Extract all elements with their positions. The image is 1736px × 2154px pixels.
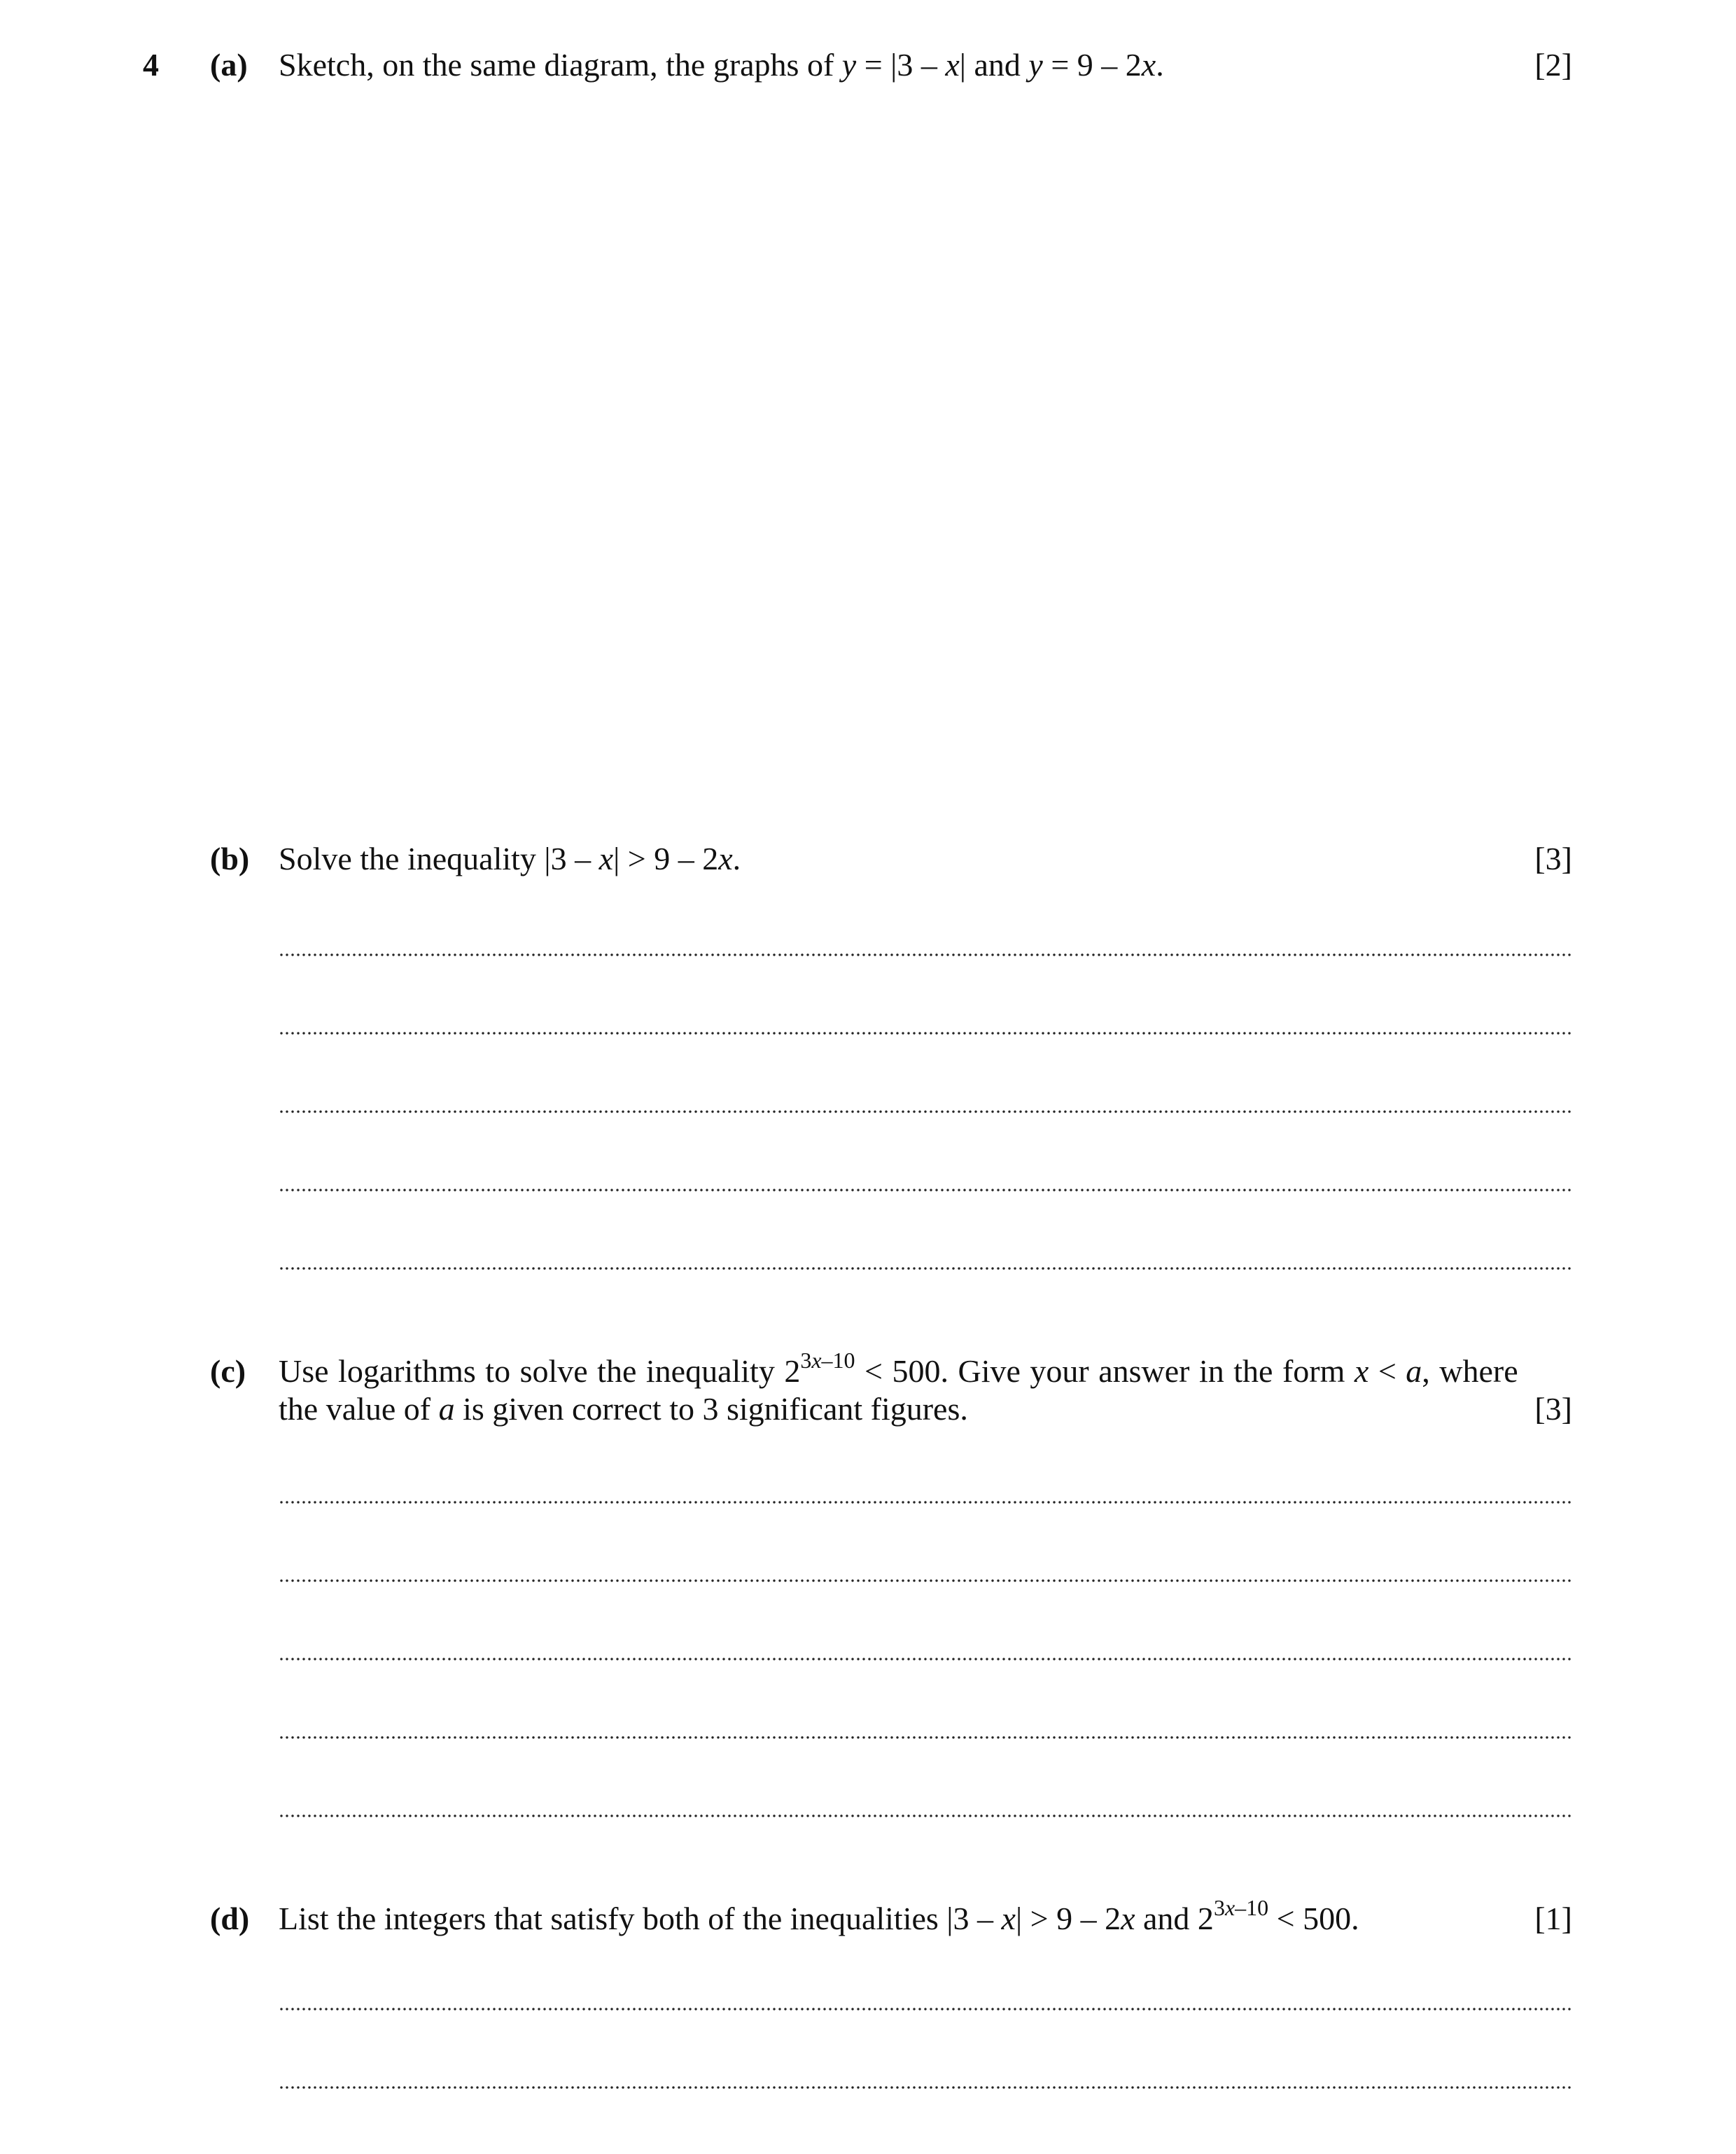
part-c-question-line1: Use logarithms to solve the inequality $2^{3x-10} < 500$. Give your answer in the form x < a, where (279, 1348, 1518, 1389)
part-c-label: (c) (210, 1353, 246, 1389)
answer-line-b5[interactable] (279, 1266, 1572, 1271)
part-a-question: Sketch, on the same diagram, the graphs of y = |3 – x| and y = 9 – 2x. (279, 47, 1164, 83)
part-d-marks: [1] (1534, 1901, 1572, 1936)
part-c-marks: [3] (1534, 1391, 1572, 1427)
part-a-marks: [2] (1534, 47, 1572, 83)
answer-line-c1[interactable] (279, 1500, 1572, 1504)
part-d-label: (d) (210, 1901, 250, 1936)
answer-line-c5[interactable] (279, 1814, 1572, 1818)
answer-line-b1[interactable] (279, 953, 1572, 957)
answer-line-b2[interactable] (279, 1031, 1572, 1035)
answer-line-c4[interactable] (279, 1735, 1572, 1740)
sketch-answer-area[interactable] (279, 105, 1572, 805)
answer-line-d2[interactable] (279, 2085, 1572, 2090)
part-d-question: List the integers that satisfy both of the inequalities |3 – x| > 9 – 2x and $2^{3x-10} < 500$. (279, 1895, 1359, 1936)
answer-line-d1[interactable] (279, 2007, 1572, 2011)
answer-line-c3[interactable] (279, 1657, 1572, 1661)
part-b-marks: [3] (1534, 841, 1572, 876)
part-b-label: (b) (210, 841, 250, 876)
part-c-question-line2: the value of a is given correct to 3 significant figures. (279, 1391, 968, 1427)
answer-line-b4[interactable] (279, 1188, 1572, 1192)
part-a-label: (a) (210, 47, 248, 83)
part-b-question: Solve the inequality |3 – x| > 9 – 2x. (279, 841, 741, 876)
answer-line-b3[interactable] (279, 1110, 1572, 1114)
answer-line-c2[interactable] (279, 1579, 1572, 1583)
question-number: 4 (143, 47, 159, 83)
